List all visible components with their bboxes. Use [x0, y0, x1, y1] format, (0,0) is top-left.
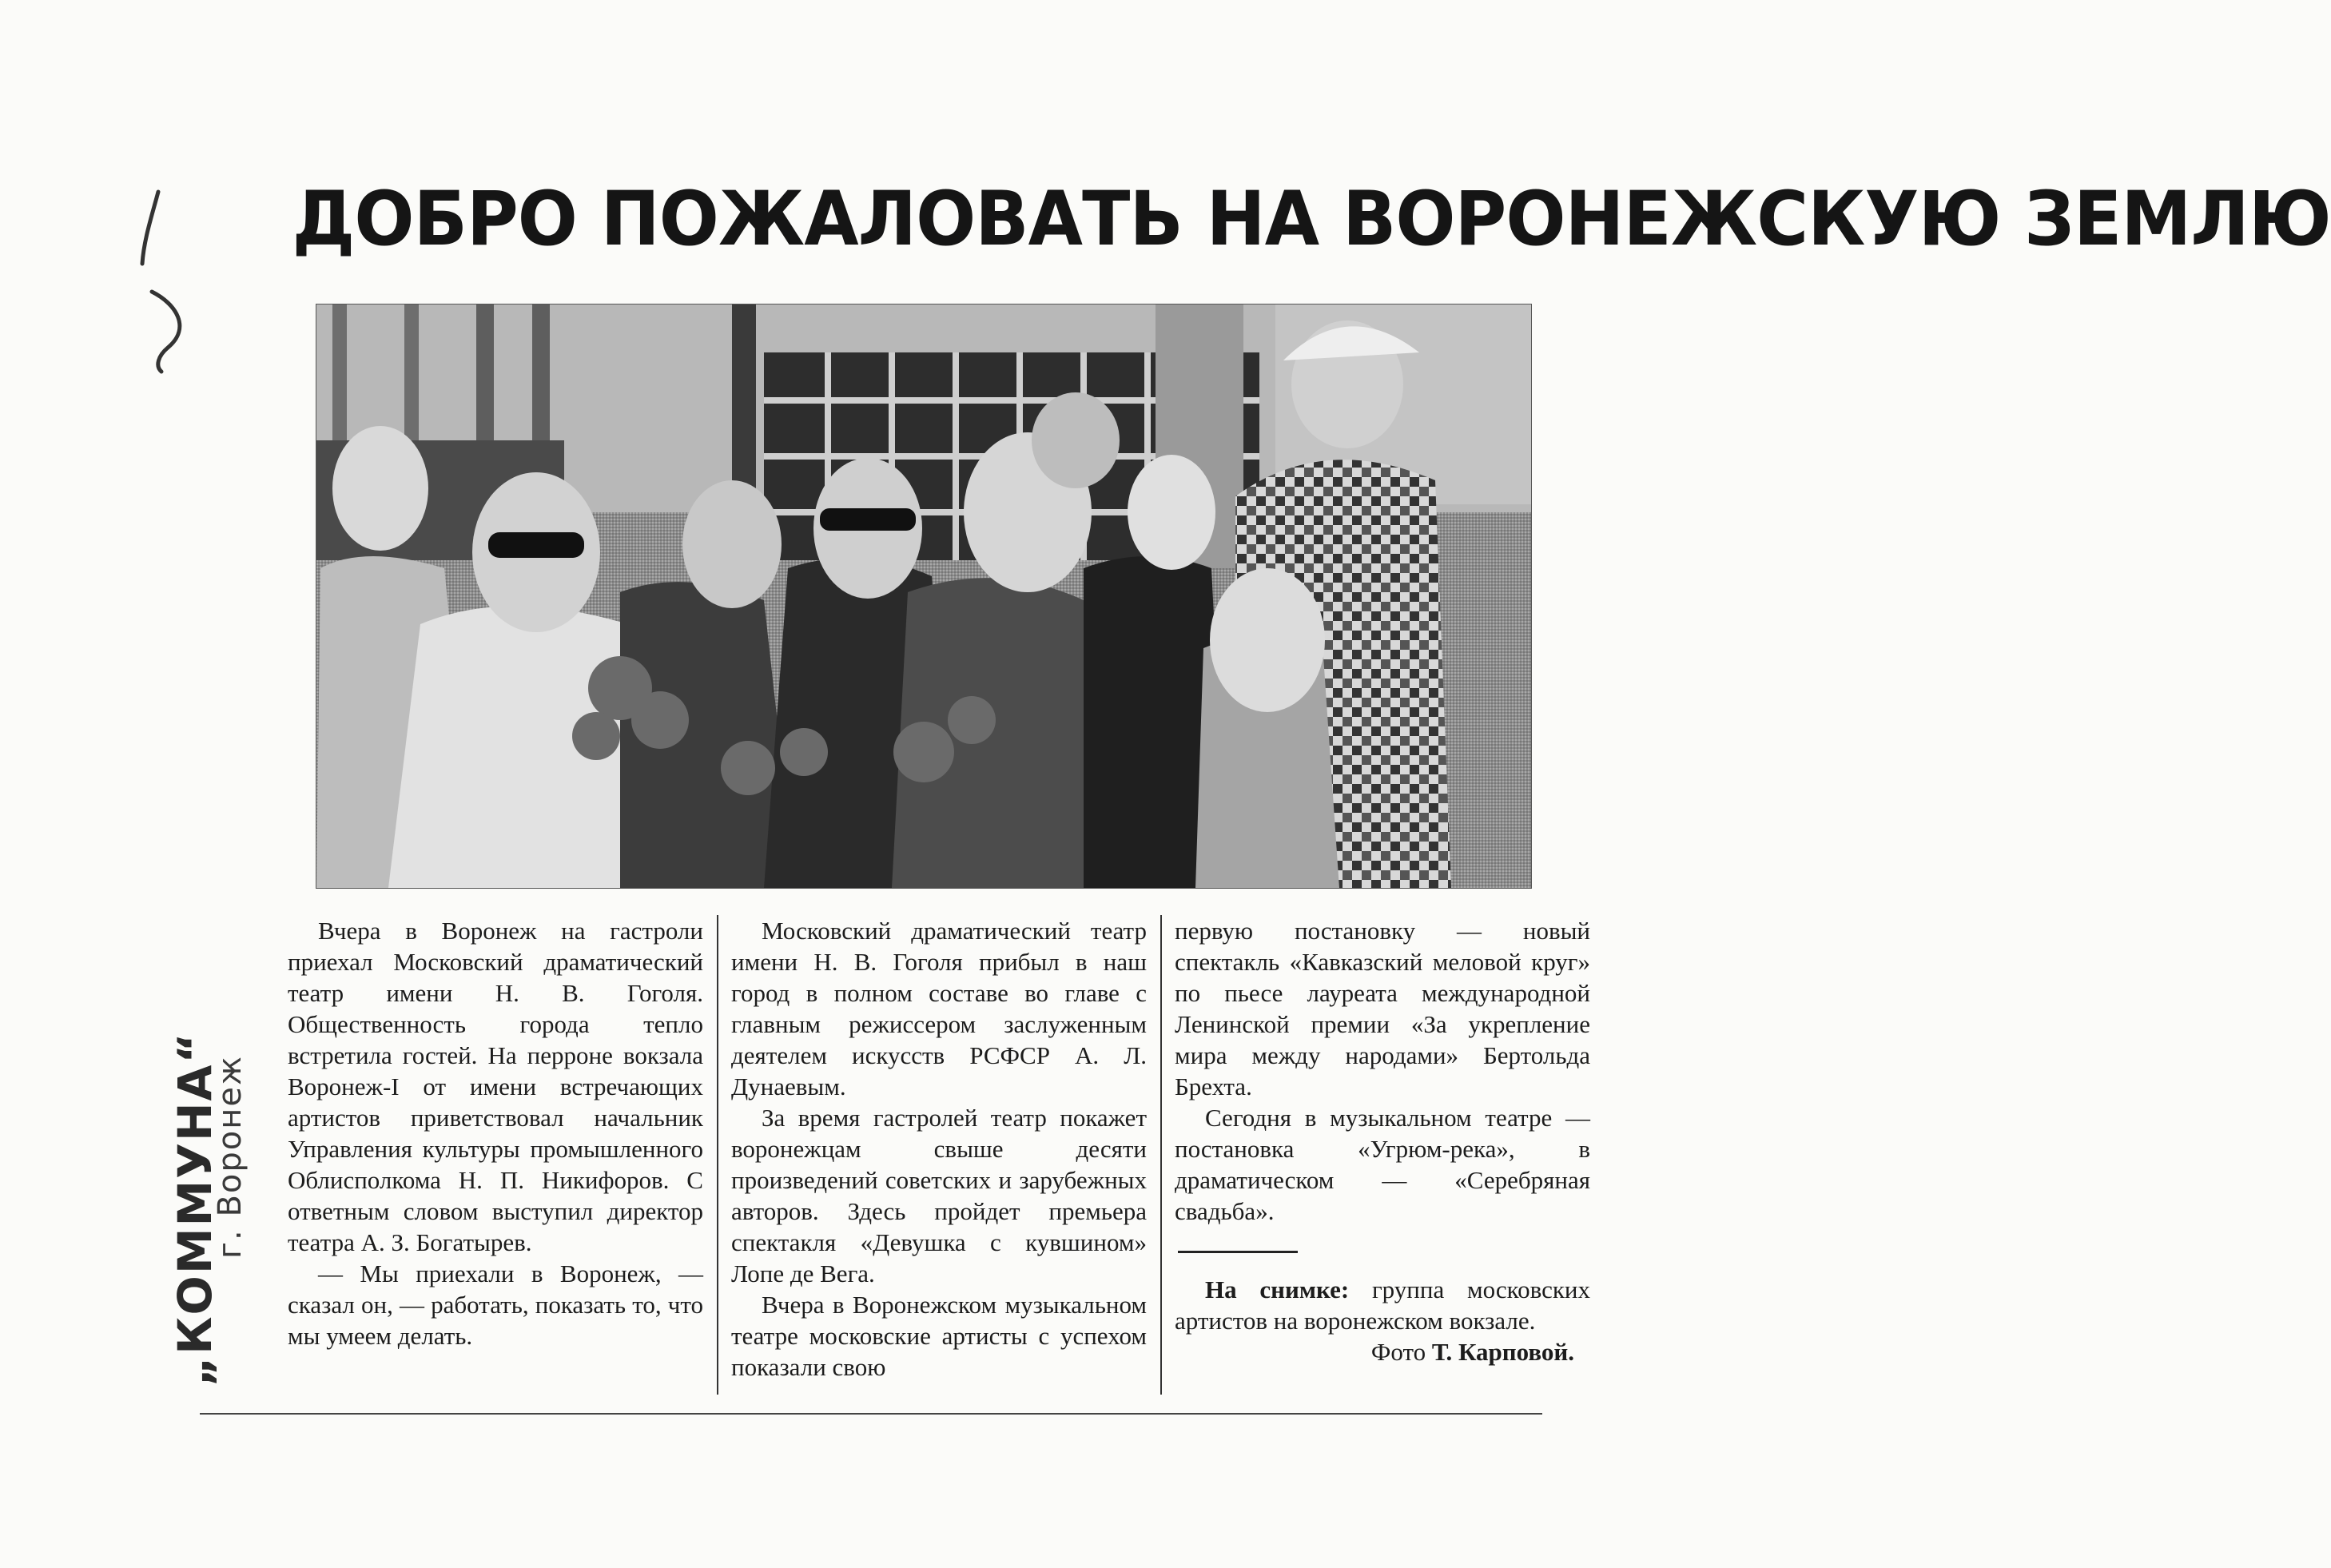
photo-illustration: [316, 304, 1531, 888]
column-divider: [717, 915, 718, 1395]
column-2-paragraph-2: За время гастролей театр покажет воронежцам свыше десяти произведений советских и зарубежных авторов. Здесь пройдет премьера спектакля «Девушка с кувшином» Лопе де Вега.: [731, 1104, 1147, 1287]
photo-caption: [1175, 1274, 1590, 1336]
credit-name: Т. Карповой.: [1431, 1338, 1574, 1366]
article-photo: [316, 304, 1532, 889]
column-3-paragraph-2: Сегодня в музыкальном театре — постановка «Угрюм-река», в драматическом — «Серебряная свадьба».: [1175, 1104, 1590, 1225]
caption-text: группа московских артистов на воронежском вокзале.: [1175, 1275, 1590, 1335]
article-body: [288, 915, 1590, 1395]
article-column-1: [288, 915, 703, 1395]
article-column-2: [731, 915, 1147, 1395]
column-2-paragraph-3: Вчера в Воронежском музыкальном театре московские артисты с успехом показали свою: [731, 1291, 1147, 1381]
column-2-paragraph-1: Московский драматический театр имени Н. В. Гоголя прибыл в наш город в полном составе во главе с главным режиссером заслуженным деятелем искусств РСФСР А. Л. Дунаевым.: [731, 917, 1147, 1100]
newspaper-clipping: [288, 160, 2331, 1415]
credit-prefix: Фото: [1370, 1338, 1432, 1366]
column-divider: [1160, 915, 1162, 1395]
article-headline: ДОБРО ПОЖАЛОВАТЬ НА ВОРОНЕЖСКУЮ ЗЕМЛЮ: [292, 176, 2331, 263]
stamp-newspaper-name: „КОММУНА“: [168, 1031, 222, 1387]
stamp-city: г. Воронеж: [212, 1054, 249, 1259]
pen-mark: [120, 184, 216, 376]
article-column-3: [1175, 915, 1590, 1395]
caption-divider: [1178, 1251, 1298, 1253]
caption-lead: На снимке:: [1205, 1275, 1350, 1303]
clipping-bottom-edge: [200, 1413, 1542, 1419]
column-1-paragraph-2: — Мы приехали в Воронеж, — сказал он, — работать, показать то, что мы умеем делать.: [288, 1260, 703, 1350]
column-1-paragraph-1: Вчера в Воронеж на гастроли приехал Московский драматический театр имени Н. В. Гоголя. Общественность города тепло встретила гостей. На перроне вокзала Воронеж-I от имени встречающих артистов приветствовал начальник Управления культуры промышленного Облисполкома Н. П. Никифоров. С ответным словом выступил директор театра А. З. Богатырев.: [288, 917, 703, 1256]
column-3-paragraph-1: первую постановку — новый спектакль «Кавказский меловой круг» по пьесе лауреата международной Ленинской премии «За укрепление мира между народами» Бертольда Брехта.: [1175, 917, 1590, 1100]
photo-credit: [1175, 1336, 1590, 1367]
